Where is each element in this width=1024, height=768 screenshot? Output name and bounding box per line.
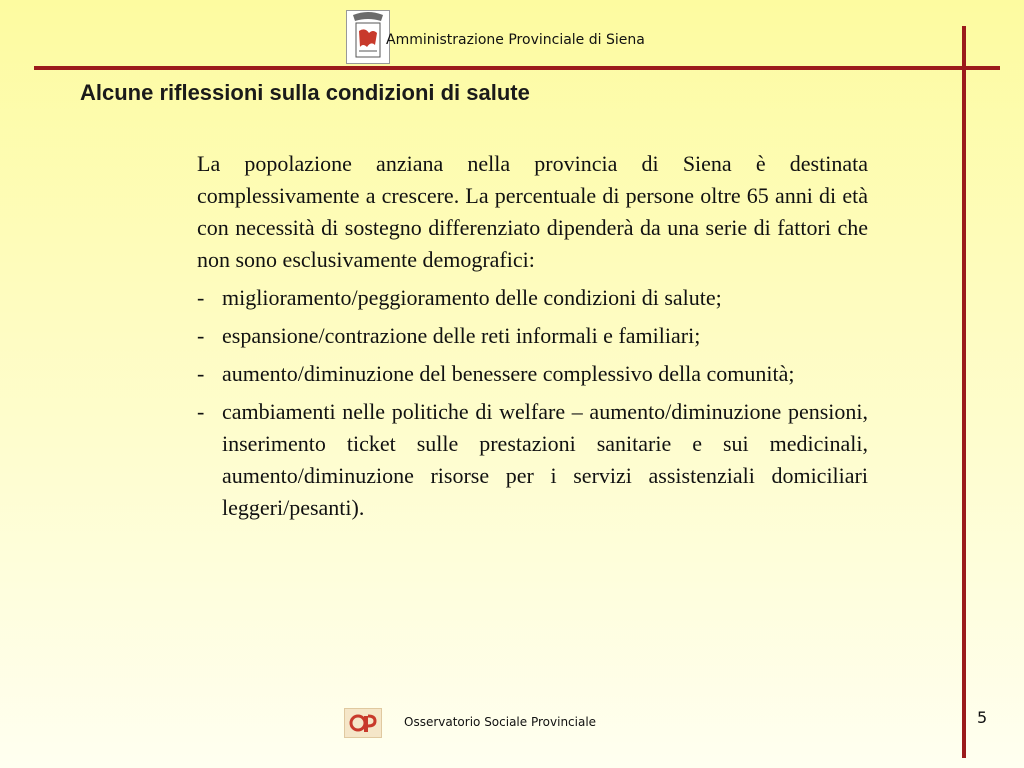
bullet-text: miglioramento/peggioramento delle condizioni di salute; xyxy=(222,285,722,310)
siena-coat-of-arms-icon xyxy=(346,10,390,64)
bullet-list xyxy=(197,282,868,524)
list-item xyxy=(197,396,868,524)
bullet-text: espansione/contrazione delle reti informali e familiari; xyxy=(222,323,701,348)
bullet-marker: - xyxy=(197,361,205,386)
slide-body xyxy=(197,148,868,530)
list-item xyxy=(197,282,868,314)
page-number: 5 xyxy=(977,708,988,727)
bullet-text: cambiamenti nelle politiche di welfare – aumento/diminuzione pensioni, inserimento ticket sulle prestazioni sanitarie e sui medicinali, aumento/diminuzione risorse per i servizi assistenziali domiciliari leggeri/pesanti). xyxy=(222,399,868,520)
bullet-marker: - xyxy=(197,399,205,424)
list-item xyxy=(197,358,868,390)
bullet-marker: - xyxy=(197,323,205,348)
bullet-marker: - xyxy=(197,285,205,310)
vertical-divider-line xyxy=(962,26,966,758)
header-divider-line xyxy=(34,66,1000,70)
organization-name: Amministrazione Provinciale di Siena xyxy=(386,32,645,48)
intro-paragraph: La popolazione anziana nella provincia di Siena è destinata complessivamente a crescere. La percentuale di persone oltre 65 anni di età con necessità di sostegno differenziato dipenderà da una serie di fattori che non sono esclusivamente demografici: xyxy=(197,151,868,272)
list-item xyxy=(197,320,868,352)
slide-title: Alcune riflessioni sulla condizioni di salute xyxy=(80,80,530,105)
footer-label: Osservatorio Sociale Provinciale xyxy=(404,715,597,729)
bullet-text: aumento/diminuzione del benessere complessivo della comunità; xyxy=(222,361,795,386)
osp-logo-icon xyxy=(344,708,382,738)
